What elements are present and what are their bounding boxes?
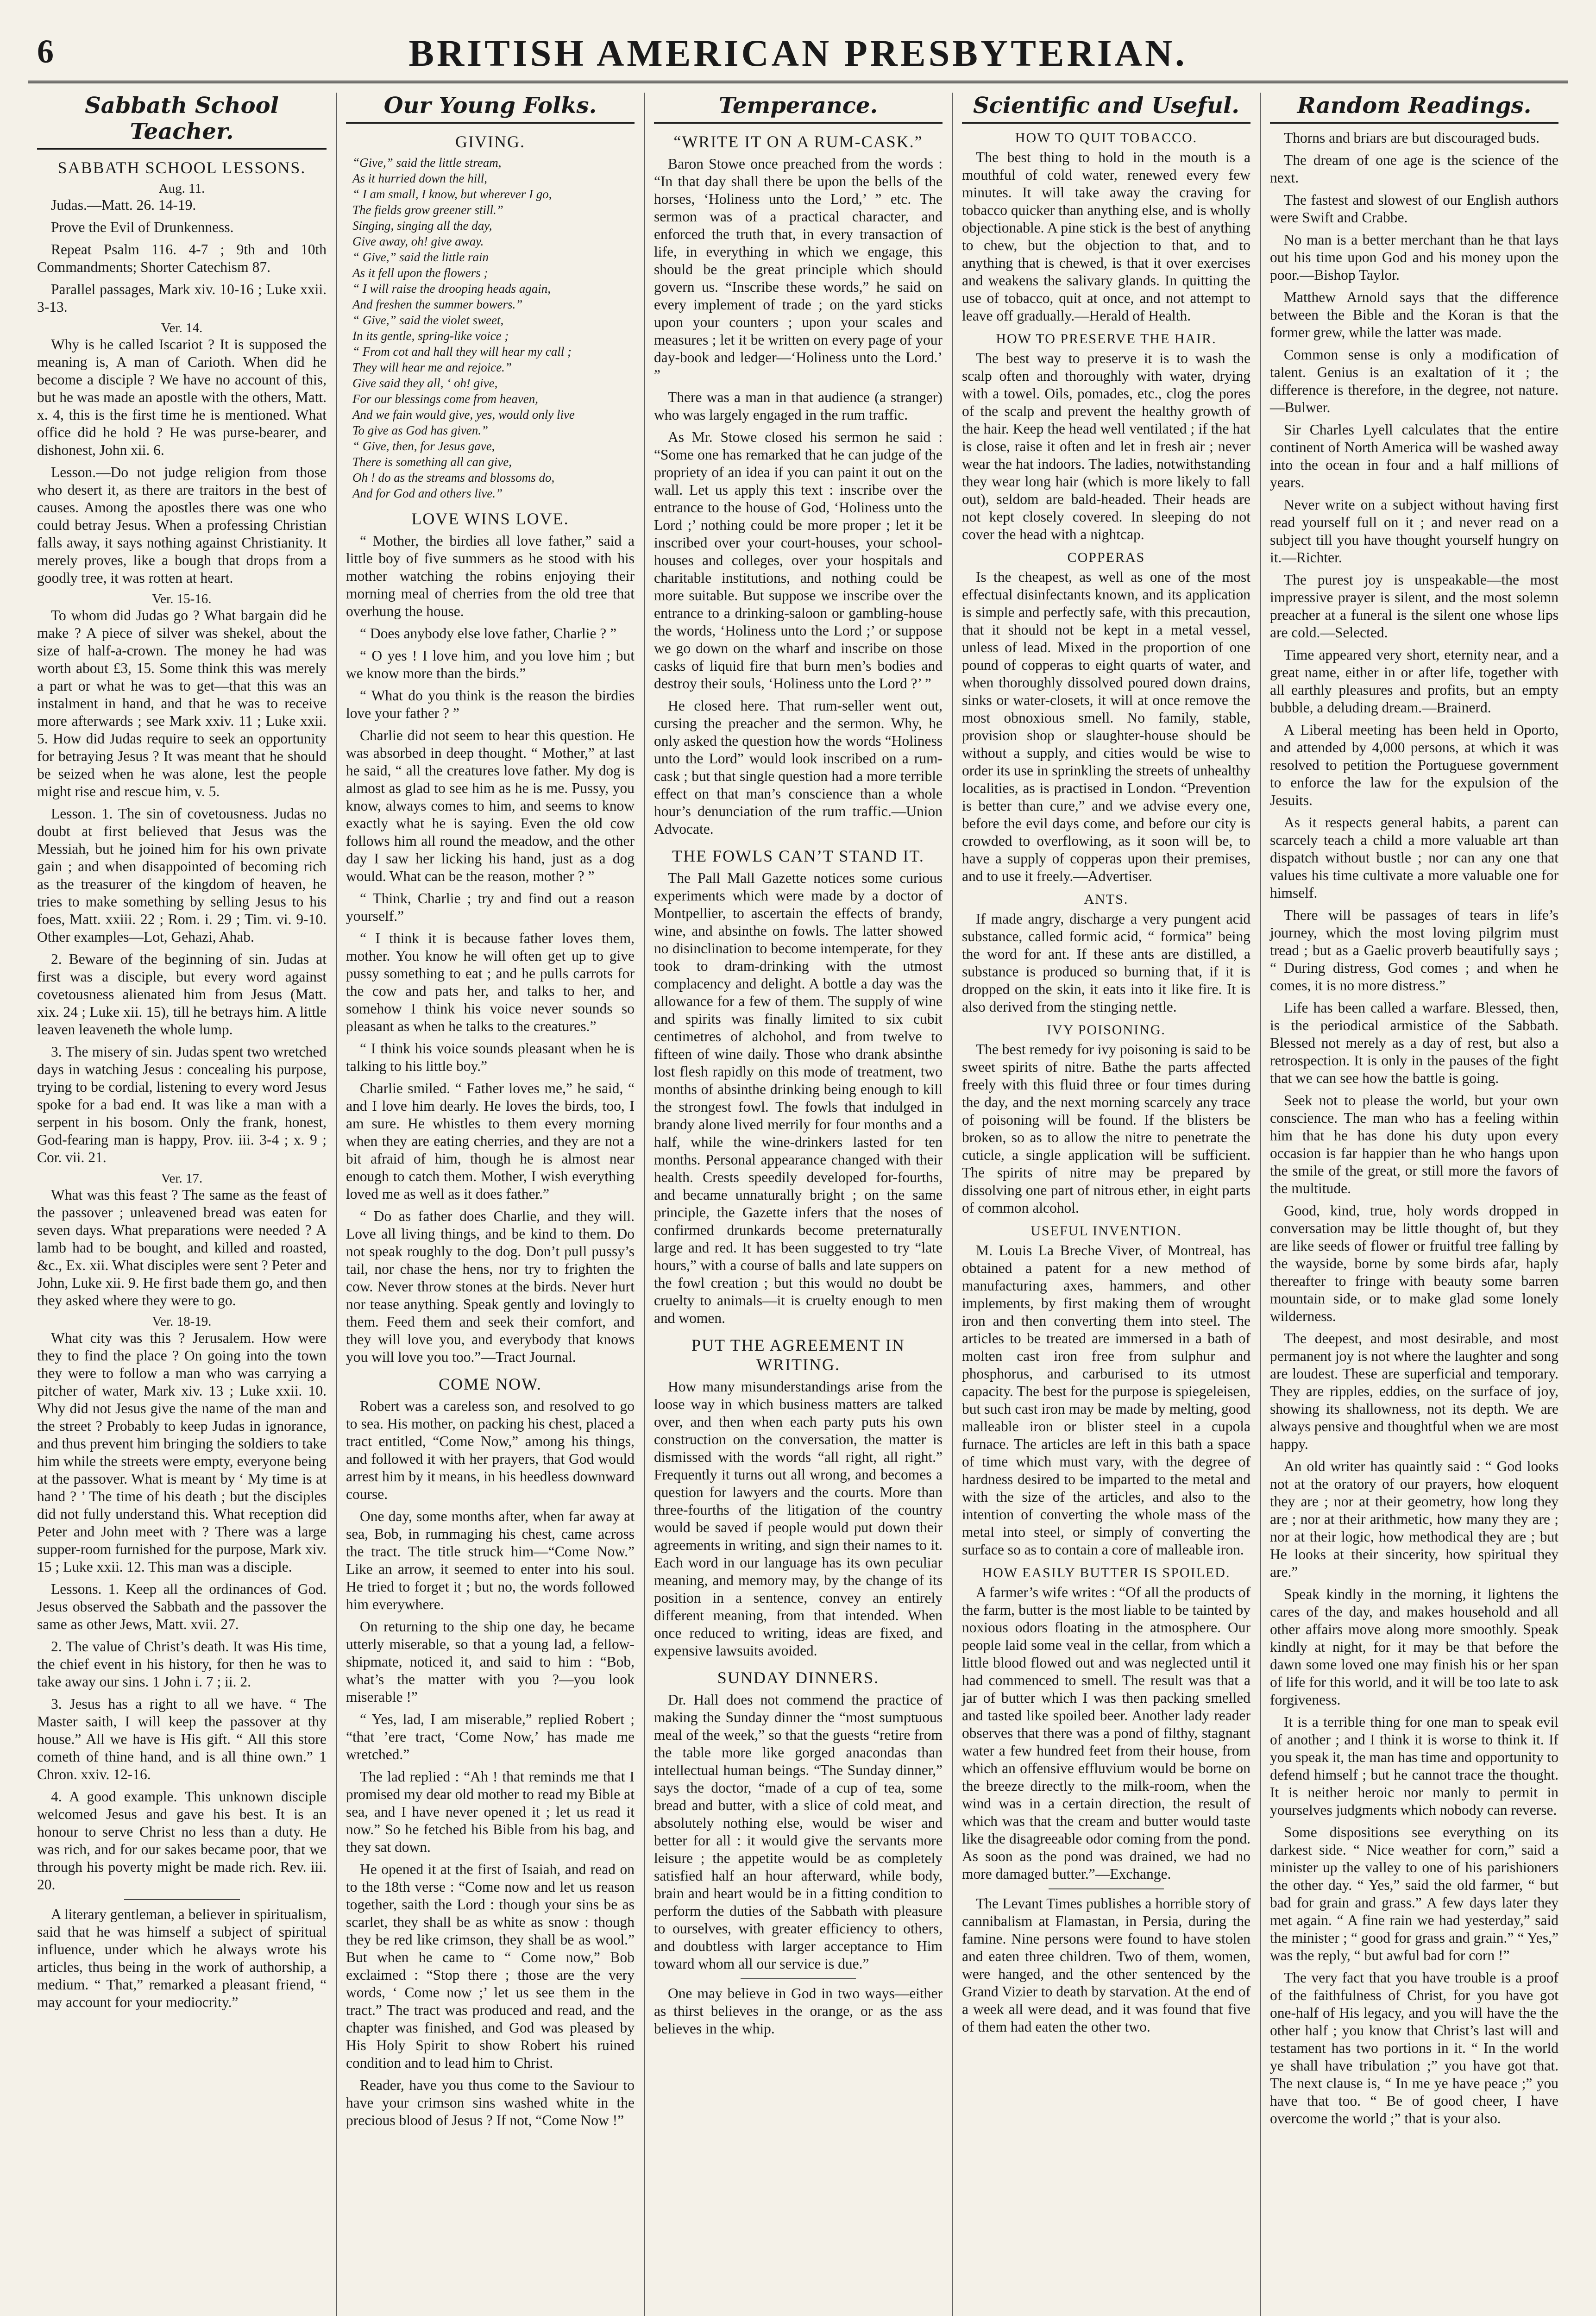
article-title: PUT THE AGREEMENT IN WRITING. bbox=[691, 1336, 905, 1374]
divider bbox=[741, 1978, 856, 1979]
reading: No man is a better merchant than he that lays out his time upon God and his money upon the poor.—Bishop Taylor. bbox=[1270, 232, 1558, 283]
poem-giving bbox=[352, 155, 628, 501]
columns bbox=[28, 93, 1568, 2316]
reading: Life has been called a warfare. Blessed, then, is the periodical armistice of the Sabbath. Blessed not merely as a day of rest, but also a retrospection. It is only in the pauses of the fight that we can see how the battle is going. bbox=[1270, 1000, 1558, 1086]
paragraph: “ What do you think is the reason the birdies love your father ? ” bbox=[346, 687, 635, 721]
reading: A Liberal meeting has been held in Oporto, and attended by 4,000 persons, at which it was resolved to petition the Portuguese government to enforce the law for the expulsion of the Jesuits. bbox=[1270, 722, 1558, 808]
poem-line: “Give,” said the little stream, bbox=[352, 156, 502, 170]
paragraph: 2. The value of Christ’s death. It was His time, the chief event in his history, for then he was to take away our sins. 1 John i. 7 ; ii. 2. bbox=[37, 1638, 327, 1690]
reading: Never write on a subject without having first read yourself full on it ; and never read on a subject till you have thought yourself hungry on it.—Richter. bbox=[1270, 497, 1558, 566]
paragraph: Robert was a careless son, and resolved to go to sea. His mother, on packing his chest, placed a tract entitled, “Come Now,” among his things, and followed it with her prayers, that God would arrest him by it means, in his heedless downward course. bbox=[346, 1398, 635, 1502]
paragraph: Reader, have you thus come to the Saviour to have your crimson sins washed white in the precious blood of Jesus ? If not, “Come Now !” bbox=[346, 2077, 635, 2128]
paragraph: To whom did Judas go ? What bargain did he make ? A piece of silver was shekel, about the size of half-a-crown. The money he had was worth about £3, 15. Some think this was merely a part or what he was to get—that this was an instalment in hand, and that he was to receive more afterwards ; see Mark xxiv. 11 ; Luke xxii. 5. How did Judas require to seek an opportunity for betraying Jesus ? It was meant that he should be seized when he was alone, lest the people might rise and rescue him, v. 5. bbox=[37, 607, 327, 799]
paragraph: The best thing to hold in the mouth is a mouthful of cold water, renewed every few minutes. It will take away the craving for tobacco quicker than anything else, and is wholly objectionable. A pine stick is the best of anything to chew, but the objection to that, and to anything that is chewed, is that it over exercises and weakens the salivary glands. In quitting the use of tobacco, quit at once, and not attempt to leave off gradually.—Herald of Health. bbox=[962, 149, 1250, 324]
reading: Sir Charles Lyell calculates that the entire continent of North America will be washed away into the ocean in four and a half millions of years. bbox=[1270, 422, 1558, 491]
poem-line: The fields grow greener still.” bbox=[352, 203, 503, 217]
article-title: ANTS. bbox=[1084, 892, 1129, 907]
column-scientific bbox=[952, 93, 1260, 2316]
poem-line: And for God and others live.” bbox=[352, 486, 503, 500]
article-title: IVY POISONING. bbox=[1047, 1022, 1166, 1038]
reading: The dream of one age is the science of the next. bbox=[1270, 152, 1558, 186]
reading: It is a terrible thing for one man to speak evil of another ; and I think it is worse to think it. If you speak it, the man has time and opportunity to defend himself ; but he cannot trace the thought. It is neither heroic nor manly to permit in yourselves judgments which nobody can reverse. bbox=[1270, 1714, 1558, 1818]
paragraph: The Levant Times publishes a horrible story of cannibalism at Flamastan, in Persia, during the famine. Nine persons were found to have stolen and eaten three children. Two of them, women, were hanged, and the other sentenced by the Grand Vizier to death by starvation. At the end of a week all were dead, and it was found that five of them had eaten the other two. bbox=[962, 1895, 1250, 2035]
paragraph: One may believe in God in two ways—either as thirst believes in the orange, or as the ass believes in the whip. bbox=[654, 1985, 943, 2037]
article-title: USEFUL INVENTION. bbox=[1030, 1223, 1182, 1239]
paragraph: What was this feast ? The same as the feast of the passover ; unleavened bread was eaten for seven days. What preparations were needed ? A lamb had to be bought, and killed and roasted, &c., Ex. xii. What disciples were sent ? Peter and John, Luke xii. 9. He first bade them go, and then they asked where they were to go. bbox=[37, 1187, 327, 1309]
paragraph: A farmer’s wife writes : “Of all the products of the farm, butter is the most liable to be tainted by noxious odors floating in the atmosphere. Our people laid some veal in the cellar, from which a little blood flowed out and was neglected until it had commenced to smell. The result was that a jar of butter which I was then packing smelled and tasted like spoiled beer. Another lady reader observes that there was a pond of filthy, stagnant water a few hundred feet from their house, from which an offensive effluvium would be borne on the breeze directly to the milk-room, when the wind was in a certain direction, the result of which was that the cream and butter would taste like the disagreeable odor coming from the pond. As soon as the pond was drained, we had no more damaged butter.”—Exchange. bbox=[962, 1584, 1250, 1882]
reading: Some dispositions see everything on its darkest side. “ Nice weather for corn,” said a minister up the valley to one of his parishioners the other day. “ Yes,” said the old farmer, “ but bad for grain and grass.” A few days later they met again. “ A fine rain we had yesterday,” said the minister ; “ good for grass and grain.” “ Yes,” was the reply, “ but awful bad for corn !” bbox=[1270, 1824, 1558, 1964]
poem-line: As it hurried down the hill, bbox=[352, 171, 488, 185]
article-title: COME NOW. bbox=[439, 1375, 542, 1393]
paragraph: 3. The misery of sin. Judas spent two wretched days in watching Jesus : concealing his purpose, trying to be cordial, listening to every word Jesus spoke for a bad end. It was like a man with a serpent in his bosom. Only the frank, honest, God-fearing man is happy, Prov. iii. 3-4 ; x. 9 ; Cor. vii. 21. bbox=[37, 1044, 327, 1165]
poem-line: As it fell upon the flowers ; bbox=[352, 266, 488, 280]
lesson-proof: Prove the Evil of Drunkenness. bbox=[51, 219, 234, 235]
poem-line: Singing, singing all the day, bbox=[352, 219, 492, 233]
paragraph: A literary gentleman, a believer in spiritualism, said that he was himself a subject of spiritual influence, under which he always wrote his articles, thus being in the work of authorship, a medium. “ That,” remarked a pleasant friend, “ may account for your mediocrity.” bbox=[37, 1906, 327, 2010]
reading: Thorns and briars are but discouraged buds. bbox=[1284, 130, 1539, 146]
verse-heading: Ver. 18-19. bbox=[152, 1314, 212, 1329]
paragraph: On returning to the ship one day, he became utterly miserable, so that a young lad, a fellow-shipmate, noticed it, and said to him : “Bob, what’s the matter with you ?—you look miserable !” bbox=[346, 1618, 635, 1705]
paragraph: “ I think it is because father loves them, mother. You know he will often get up to give pussy something to eat ; and he pulls carrots for the cow and pats her, and talks to her, and somehow I think his voice never sounds so pleasant as when he talks to the creatures.” bbox=[346, 930, 635, 1034]
poem-line: “ Give,” said the violet sweet, bbox=[352, 313, 504, 327]
paragraph: “ O yes ! I love him, and you love him ; but we know more than the birds.” bbox=[346, 648, 635, 681]
reading: There will be passages of tears in life’s journey, which the most loving pilgrim must tread ; but as a Gaelic proverb beautifully says ; “ During distress, God comes ; and when he comes, it is no more distress.” bbox=[1270, 907, 1558, 994]
poem-line: In its gentle, spring-like voice ; bbox=[352, 329, 509, 343]
paragraph: “ Do as father does Charlie, and they will. Love all living things, and be kind to them. Do not speak roughly to the dog. Don’t pull pussy’s tail, nor chase the hens, nor try to frighten the cow. Never throw stones at the birds. Never hurt nor tease anything. Speak gently and lovingly to them. Feed them and seek their comfort, and they will love you, and everybody that knows you will love you too.”—Tract Journal. bbox=[346, 1208, 635, 1365]
paragraph: The lad replied : “Ah ! that reminds me that I promised my dear old mother to read my Bible at sea, and I have never opened it ; let us read it now.” So he fetched his Bible from his bag, and they sat down. bbox=[346, 1768, 635, 1855]
reading: The fastest and slowest of our English authors were Swift and Crabbe. bbox=[1270, 192, 1558, 226]
article-title: HOW EASILY BUTTER IS SPOILED. bbox=[982, 1565, 1231, 1580]
column-header: Random Readings. bbox=[1270, 93, 1558, 124]
paragraph: Charlie smiled. “ Father loves me,” he said, “ and I love him dearly. He loves the birds, too, I am sure. He whistles to them every morning when they are eating cherries, and they are not a bit afraid of him, though he is almost near enough to catch them. Mother, I wish everything loved me as well as it does father.” bbox=[346, 1080, 635, 1202]
reading: An old writer has quaintly said : “ God looks not at the oratory of our prayers, how eloquent they are ; nor at their geometry, how long they are ; nor at their arithmetic, how many they are ; nor at their logic, how methodical they are ; but He looks at their sincerity, how spiritual they are.” bbox=[1270, 1458, 1558, 1580]
paragraph: “ Think, Charlie ; try and find out a reason yourself.” bbox=[346, 890, 635, 924]
reading: Good, kind, true, holy words dropped in conversation may be little thought of, but they are like seeds of flower or fruitful tree falling by the wayside, borne by some birds afar, haply thereafter to fringe with beauty some barren mountain side, or to make glad some lonely wilderness. bbox=[1270, 1202, 1558, 1324]
paragraph: If made angry, discharge a very pungent acid substance, called formic acid, “ formica” being the word for ant. If these ants are distilled, a substance is produced so burning that, if it is dropped on the skin, it eats into it like fire. It is also derived from the stinging nettle. bbox=[962, 911, 1250, 1015]
column-random-readings bbox=[1260, 93, 1568, 2316]
paragraph: “ Mother, the birdies all love father,” said a little boy of five summers as he stood with his mother watching the robins enjoying their morning meal of cherries from the old tree that overhung the house. bbox=[346, 533, 635, 619]
newspaper-title: BRITISH AMERICAN PRESBYTERIAN. bbox=[408, 32, 1188, 74]
paragraph: He opened it at the first of Isaiah, and read on to the 18th verse : “Come now and let us reason together, saith the Lord : though your sins be as scarlet, they shall be as white as snow : though they be red like crimson, they shall be as wool.” But when he came to “ Come now,” Bob exclaimed : “Stop there ; those are the very words, ‘ Come now ;’ let us see them in the tract.” The tract was produced and read, and the chapter was finished, and God was pleased by His Holy Spirit to show Robert his ruined condition and to lead him to Christ. bbox=[346, 1861, 635, 2071]
poem-line: “ I am small, I know, but wherever I go, bbox=[352, 187, 552, 201]
column-header: Scientific and Useful. bbox=[962, 93, 1250, 124]
article-title: “WRITE IT ON A RUM-CASK.” bbox=[673, 132, 923, 151]
paragraph: Baron Stowe once preached from the words : “In that day shall there be upon the bells of the horses, ‘Holiness unto the Lord,’ ” etc. The sermon was of a practical character, and enforced the truth that, in every transaction of life, in everything in which we engage, this should be the great principle which should govern us. “Inscribe these words,” he said on every implement of trade ; on the yard sticks upon your counters ; upon your scales and measures ; let it be written on every page of your day-book and ledger—‘Holiness unto the Lord.’ ” bbox=[654, 156, 943, 383]
reading: Common sense is only a modification of talent. Genius is an exaltation of it ; the difference is therefore, in the degree, not nature.—Bulwer. bbox=[1270, 346, 1558, 415]
article-title: HOW TO QUIT TOBACCO. bbox=[1015, 130, 1198, 145]
reading: The deepest, and most desirable, and most permanent joy is not where the laughter and song are loudest. These are superficial and temporary. They are ripples, eddies, on the surface of joy, showing its shallowness, not its depth. We are always pensive and thoughtful when we are most happy. bbox=[1270, 1330, 1558, 1452]
verse-heading: Ver. 17. bbox=[161, 1171, 203, 1186]
column-header: Temperance. bbox=[654, 93, 943, 124]
column-header: Sabbath School Teacher. bbox=[37, 93, 327, 150]
paragraph: M. Louis La Breche Viver, of Montreal, has obtained a patent for a new method of manufacturing axes, hammers, and other implements, by first making them of wrought iron and then converting them into steel. The articles to be treated are immersed in a bath of molten cast iron free from sulphur and phosphorus, and carburised to its utmost capacity. The best for the purpose is spiegeleisen, but such cast iron may be made by melting, good malleable iron or blister steel in a cupola furnace. The articles are left in this bath a space of time which must vary, with the degree of hardness desired to be imparted to the metal and with the size of the articles, and also to the intention of converting the whole mass of the metal into steel, or simply of converting the surface so as to contain a core of malleable iron. bbox=[962, 1242, 1250, 1558]
paragraph: 2. Beware of the beginning of sin. Judas at first was a disciple, but every word against covetousness alienated him from Jesus (Matt. xix. 24 ; Luke xii. 15), till he betrays him. A little leaven leaveneth the whole lump. bbox=[37, 951, 327, 1038]
poem-line: To give as God has given.” bbox=[352, 423, 489, 437]
column-header: Our Young Folks. bbox=[346, 93, 635, 124]
reading: Seek not to please the world, but your own conscience. The man who has a feeling within him that he has done his duty upon every occasion is far happier than he who hangs upon the smile of the great, or still more the favors of the multitude. bbox=[1270, 1092, 1558, 1196]
poem-line: Give away, oh! give away. bbox=[352, 234, 484, 248]
article-title: HOW TO PRESERVE THE HAIR. bbox=[996, 331, 1217, 346]
reading: As it respects general habits, a parent can scarcely teach a child a more valuable art than dispatch without bustle ; nor can any one that values his time cultivate a more valuable one for himself. bbox=[1270, 814, 1558, 901]
reading: Matthew Arnold says that the difference between the Bible and the Koran is that the former grew, while the latter was made. bbox=[1270, 289, 1558, 340]
paragraph: Lessons. 1. Keep all the ordinances of God. Jesus observed the Sabbath and the passover the same as other Jews, Matt. xvii. 27. bbox=[37, 1581, 327, 1632]
page-number: 6 bbox=[37, 33, 54, 70]
article-title: THE FOWLS CAN’T STAND IT. bbox=[672, 847, 924, 865]
paragraph: One day, some months after, when far away at sea, Bob, in rummaging his chest, came across the tract. The title struck him—“Come Now.” Like an arrow, it seemed to enter into his soul. He tried to forget it ; but no, the words followed him everywhere. bbox=[346, 1508, 635, 1612]
poem-line: “ I will raise the drooping heads again, bbox=[352, 282, 551, 296]
reading: The purest joy is unspeakable—the most impressive prayer is silent, and the most solemn preacher at a funeral is the silent one whose lips are cold.—Selected. bbox=[1270, 572, 1558, 641]
column-sabbath-school bbox=[28, 93, 336, 2316]
lesson-parallel: Parallel passages, Mark xiv. 10-16 ; Luke xxii. 3-13. bbox=[37, 281, 327, 315]
poem-line: “ From cot and hall they will hear my call ; bbox=[352, 345, 572, 359]
paragraph: Lesson. 1. The sin of covetousness. Judas no doubt at first believed that Jesus was the Messiah, but he joined him for his own private gain ; and when disappointed of becoming rich as the treasurer of the kingdom of heaven, he tries to make something by selling Jesus to his foes, Matt. xxiii. 22 ; Rom. i. 29 ; Tim. vi. 9-10. Other examples—Lot, Gehazi, Ahab. bbox=[37, 806, 327, 945]
poem-line: They will hear me and rejoice.” bbox=[352, 360, 512, 374]
paragraph: “ I think his voice sounds pleasant when he is talking to his little boy.” bbox=[346, 1040, 635, 1074]
poem-line: For our blessings come from heaven, bbox=[352, 392, 538, 406]
poem-line: And we fain would give, yes, would only live bbox=[352, 408, 575, 422]
verse-heading: Ver. 14. bbox=[161, 321, 203, 335]
paragraph: 3. Jesus has a right to all we have. “ The Master saith, I will keep the passover at thy house.” All we have is His gift. “ All this store cometh of thine hand, and is all thine own.” 1 Chron. xxiv. 12-16. bbox=[37, 1696, 327, 1782]
lesson-date: Aug. 11. bbox=[158, 181, 205, 196]
lesson-title: Judas.—Matt. 26. 14-19. bbox=[51, 197, 196, 213]
poem-line: Give said they all, ‘ oh! give, bbox=[352, 376, 498, 390]
paragraph: Is the cheapest, as well as one of the most effectual disinfectants known, and its application is simple and perfectly safe, with this precaution, that it should not be kept in a metal vessel, unless of lead. Mixed in the proportion of one pound of copperas to eight quarts of water, and when thoroughly dissolved poured down drains, sinks or water-closets, it will at once remove the most obnoxious smell. No family, stable, provision shop or slaughter-house should be without a supply, and cities would be wise to order its use in sprinkling the streets of unhealthy localities, as is practised in London. “Prevention is better than cure,” and we advise every one, before the evil days come, and before our city is crowded to overflowing, as it soon will be, to have a supply of copperas upon their premises, and to use it freely.—Advertiser. bbox=[962, 569, 1250, 884]
paragraph: Lesson.—Do not judge religion from those who desert it, as there are traitors in the best of causes. Among the apostles there was one who could betray Jesus. When a professing Christian falls away, it says nothing against Christianity. It merely proves, like a bough that drops from a goodly tree, it was rotten at heart. bbox=[37, 464, 327, 586]
poem-line: “ Give,” said the little rain bbox=[352, 250, 489, 264]
article-title: LOVE WINS LOVE. bbox=[411, 510, 569, 528]
paragraph: The best remedy for ivy poisoning is said to be sweet spirits of nitre. Bathe the parts affected freely with this fluid three or four times during the day, and the next morning scarcely any trace of poisoning will be found. If the blisters be broken, so as to allow the nitre to penetrate the cuticle, a single application will be sufficient. The spirits of nitre may be prepared by dissolving one part of nitrous ether, in eight parts of common alcohol. bbox=[962, 1041, 1250, 1216]
reading: Speak kindly in the morning, it lightens the cares of the day, and makes household and all other affairs move along more smoothly. Speak kindly at night, for it may be that before the dawn some loved one may finish his or her span of life for this world, and it will be too late to ask forgiveness. bbox=[1270, 1586, 1558, 1708]
poem-line: There is something all can give, bbox=[352, 455, 512, 469]
article-title: SUNDAY DINNERS. bbox=[717, 1668, 880, 1687]
paragraph: Charlie did not seem to hear this question. He was absorbed in deep thought. “ Mother,” at last he said, “ all the creatures love father. My dog is almost as glad to see him as he is me. Pussy, you know, always comes to him, and seems to know exactly what he is saying. Even the old cow follows him all round the meadow, and the other day I saw her licking his hand, just as a dog would. What can be the reason, mother ? ” bbox=[346, 727, 635, 884]
paragraph: What city was this ? Jerusalem. How were they to find the place ? On going into the town they were to follow a man who was carrying a pitcher of water, Mark xiv. 13 ; Luke xxii. 10. Why did not Jesus give the name of the man and the street ? Probably to keep Judas in ignorance, and thus prevent him bringing the soldiers to take him while the streets were empty, everyone being at the passover. What is meant by ‘ My time is at hand ? ’ The time of his death ; but the disciples did not fully understand this. What reception did Peter and John meet with ? There was a large supper-room furnished for the purpose, Mark xiv. 15 ; Luke xxii. 12. This man was a disciple. bbox=[37, 1330, 327, 1575]
paragraph: He closed here. That rum-seller went out, cursing the preacher and the sermon. Why, he only asked the question how the words “Holiness unto the Lord” would look inscribed on a rum-cask ; but that single question had a more terrible effect on that man’s conscience than a whole hour’s denunciation of the rum traffic.—Union Advocate. bbox=[654, 698, 943, 837]
masthead-rule bbox=[28, 81, 1568, 83]
column-young-folks bbox=[336, 93, 644, 2316]
poem-line: Oh ! do as the streams and blossoms do, bbox=[352, 471, 555, 485]
paragraph: The Pall Mall Gazette notices some curious experiments which were made by a doctor of Montpellier, to ascertain the effects of brandy, wine, and absinthe on fowls. The latter showed no disinclination to become intemperate, for they took to dram-drinking with the utmost complacency and delight. A bottle a day was the allowance for a few of them. The supply of wine and spirits was finally limited to six cubit centimetres of alchohol, and from twelve to fifteen of wine daily. Those who drank absinthe lost flesh rapidly on this mode of treatment, two months of absinthe drinking being enough to kill the strongest fowl. The fowls that indulged in brandy alone lived merrily for four months and a half, while the wine-drinkers lasted for ten months. Personal appearance changed with their health. Crests speedily developed for-fourths, and became unnaturally bright ; on the same principle, the Gazette infers that the noses of confirmed drunkards become preternaturally large and red. It has been suggested to try “late hours,” with a course of balls and late suppers on the fowl creation ; but this would no doubt be cruelty to animals—it is cruelty enough to men and women. bbox=[654, 870, 943, 1326]
paragraph: “ Yes, lad, I am miserable,” replied Robert ; “that ’ere tract, ‘Come Now,’ has made me wretched.” bbox=[346, 1711, 635, 1762]
paragraph: How many misunderstandings arise from the loose way in which business matters are talked over, and then when each party puts his own construction on the conversation, the matter is dismissed with the words “all right, all right.” Frequently it turns out all wrong, and becomes a question for lawyers and the courts. More than three-fourths of the litigation of the country would be saved if people would put down their agreements in writing, and sign their names to it. Each word in our language has its own peculiar meaning, and memory may, by the change of its position in a sentence, convey an entirely different meaning, from that intended. When once reduced to writing, ideas are fixed, and expensive lawsuits avoided. bbox=[654, 1378, 943, 1659]
paragraph: Dr. Hall does not commend the practice of making the Sunday dinner the “most sumptuous meal of the week,” so that the guests “retire from the table more like gorged anacondas than intellectual human beings. “The Sunday dinner,” says the doctor, “made of a cup of tea, some bread and butter, with a slice of cold meat, and absolutely nothing else, would be wiser and better for all : it would give the servants more leisure ; the appetite would be as completely satisfied half an hour afterward, while body, brain and heart would be in a fitting condition to perform the duties of the Sabbath with pleasure to ourselves, with greater efficiency to others, and doubtless with larger acceptance to Him toward whom all our service is due.” bbox=[654, 1692, 943, 1972]
poem-line: “ Give, then, for Jesus gave, bbox=[352, 439, 495, 453]
divider bbox=[1049, 1888, 1164, 1889]
masthead bbox=[28, 32, 1568, 74]
lesson-repeat: Repeat Psalm 116. 4-7 ; 9th and 10th Commandments; Shorter Catechism 87. bbox=[37, 241, 327, 275]
reading: The very fact that you have trouble is a proof of the faithfulness of Christ, for you have got one-half of His legacy, and you will have the the other half ; you know that Christ’s last will and testament has two portions in it. “ In the world ye shall have tribulation ;” you have got that. The next clause is, “ In me ye have peace ;” you have that too. “ Be of good cheer, I have overcome the world ;” that is your also. bbox=[1270, 1970, 1558, 2127]
paragraph: Why is he called Iscariot ? It is supposed the meaning is, A man of Carioth. When did he become a disciple ? We have no account of this, but he was made an apostle with the others, Matt. x. 4, this is the first time he is mentioned. What office did he hold ? He was purse-bearer, and dishonest, John xii. 6. bbox=[37, 336, 327, 458]
poem-line: And freshen the summer bowers.” bbox=[352, 297, 523, 311]
section-title: SABBATH SCHOOL LESSONS. bbox=[57, 158, 306, 177]
reading: Time appeared very short, eternity near, and a great name, either in or after life, together with all earthly pleasures and profits, but an empty bubble, a deluding dream.—Brainerd. bbox=[1270, 647, 1558, 716]
paragraph: As Mr. Stowe closed his sermon he said : “Some one has remarked that he can judge of the propriety of an idea if you can paint it out on the wall. Let us apply this text : inscribe over the entrance to the house of God, ‘Holiness unto the Lord ;’ nothing could be more proper ; let it be inscribed over your court-houses, your school-houses and colleges, over your hospitals and charitable institutions, and nothing could be more suitable. But suppose we inscribe over the entrance to a drinking-saloon or gambling-house the words, ‘Holiness unto the Lord ;’ or suppose we go down on the wharf and inscribe on those casks of liquid fire that burn men’s bodies and destroy their souls, ‘Holiness unto the Lord ?’ ” bbox=[654, 429, 943, 692]
article-title: COPPERAS bbox=[1067, 550, 1145, 565]
paragraph: “ Does anybody else love father, Charlie ? ” bbox=[360, 625, 617, 642]
paragraph: 4. A good example. This unknown disciple welcomed Jesus and gave his best. It is an honour to serve Christ no less than a duty. He was rich, and for our sakes became poor, that we through his poverty might be made rich. Rev. iii. 20. bbox=[37, 1788, 327, 1893]
column-temperance bbox=[644, 93, 952, 2316]
verse-heading: Ver. 15-16. bbox=[152, 592, 212, 606]
article-title: GIVING. bbox=[455, 132, 525, 151]
paragraph: The best way to preserve it is to wash the scalp often and thoroughly with water, drying with a towel. Oils, pomades, etc., clog the pores of the scalp and prevent the healthy growth of the hair. Keep the head well ventilated ; if the hat is close, raise it often and let in fresh air ; never wear the hat indoors. The ladies, notwithstanding they wear long hair (which is more likely to fall out), seldom are bald-headed. Their heads are not kept closely covered. In sleeping do not cover the head with a nightcap. bbox=[962, 350, 1250, 542]
divider bbox=[124, 1899, 240, 1900]
paragraph: There was a man in that audience (a stranger) who was largely engaged in the rum traffic. bbox=[654, 389, 943, 423]
